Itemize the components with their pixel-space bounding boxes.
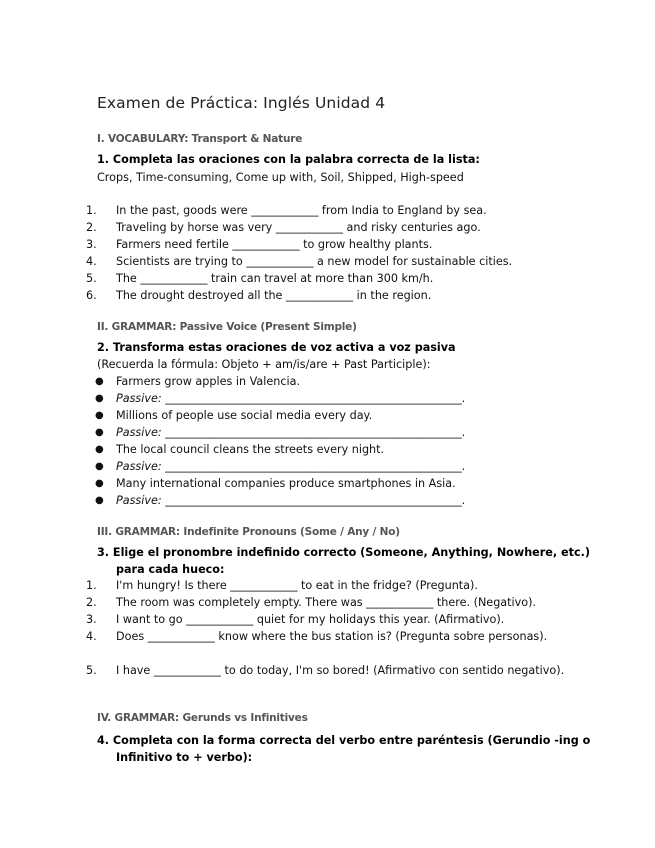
item-text: The room was completely empty. There was ____________ there. (Negativo). [116, 596, 537, 609]
bullet-icon: ● [95, 478, 104, 489]
page-title: Examen de Práctica: Inglés Unidad 4 [97, 94, 386, 112]
item-text: In the past, goods were ____________ from India to England by sea. [116, 204, 487, 217]
bullet-icon: ● [95, 376, 104, 387]
section-heading-vocabulary: I. VOCABULARY: Transport & Nature [97, 133, 303, 145]
bullet-icon: ● [95, 427, 104, 438]
passive-label: Passive: [116, 494, 162, 507]
item-number: 1. [86, 204, 97, 217]
bullet-icon: ● [95, 461, 104, 472]
item-text: Does ____________ know where the bus station is? (Pregunta sobre personas). [116, 630, 548, 643]
bullet-icon: ● [95, 410, 104, 421]
item-number: 6. [86, 289, 97, 302]
section-heading-passive-voice: II. GRAMMAR: Passive Voice (Present Simple) [97, 321, 357, 333]
item-text: I have ____________ to do today, I'm so bored! (Afirmativo con sentido negativo). [116, 664, 565, 677]
question-4-instruction-cont: Infinitivo to + verbo): [116, 751, 253, 764]
bullet-icon: ● [95, 495, 104, 506]
active-sentence: The local council cleans the streets every night. [116, 443, 385, 456]
section-heading-indefinite-pronouns: III. GRAMMAR: Indefinite Pronouns (Some / Any / No) [97, 526, 400, 538]
blank-line: _____________________________________________________. [161, 494, 466, 507]
item-number: 5. [86, 272, 97, 285]
item-text: Traveling by horse was very ____________ and risky centuries ago. [116, 221, 481, 234]
item-text: Scientists are trying to ____________ a new model for sustainable cities. [116, 255, 513, 268]
active-sentence: Millions of people use social media every day. [116, 409, 373, 422]
question-2-formula: (Recuerda la fórmula: Objeto + am/is/are + Past Participle): [97, 358, 431, 371]
item-text: The ____________ train can travel at more than 300 km/h. [116, 272, 434, 285]
blank-line: _____________________________________________________. [161, 460, 466, 473]
question-2-instruction: 2. Transforma estas oraciones de voz activa a voz pasiva [97, 341, 456, 354]
item-text: I want to go ____________ quiet for my holidays this year. (Afirmativo). [116, 613, 505, 626]
passive-label: Passive: [116, 460, 162, 473]
bullet-icon: ● [95, 444, 104, 455]
item-number: 5. [86, 664, 97, 677]
item-number: 2. [86, 596, 97, 609]
item-number: 1. [86, 579, 97, 592]
question-1-instruction: 1. Completa las oraciones con la palabra correcta de la lista: [97, 153, 480, 166]
question-3-instruction: 3. Elige el pronombre indefinido correcto (Someone, Anything, Nowhere, etc.) [97, 546, 590, 559]
passive-label: Passive: [116, 426, 162, 439]
bullet-icon: ● [95, 393, 104, 404]
active-sentence: Farmers grow apples in Valencia. [116, 375, 301, 388]
item-text: I'm hungry! Is there ____________ to eat in the fridge? (Pregunta). [116, 579, 478, 592]
passive-answer-line [116, 424, 586, 441]
question-1-wordlist: Crops, Time-consuming, Come up with, Soil, Shipped, High-speed [97, 171, 464, 184]
section-heading-gerunds: IV. GRAMMAR: Gerunds vs Infinitives [97, 712, 308, 724]
item-number: 3. [86, 613, 97, 626]
passive-answer-line [116, 390, 586, 407]
item-text: Farmers need fertile ____________ to grow healthy plants. [116, 238, 433, 251]
passive-answer-line [116, 458, 586, 475]
passive-answer-line [116, 492, 586, 509]
question-3-instruction-cont: para cada hueco: [116, 563, 225, 576]
item-number: 4. [86, 255, 97, 268]
question-4-instruction: 4. Completa con la forma correcta del verbo entre paréntesis (Gerundio -ing o [97, 734, 591, 747]
item-number: 4. [86, 630, 97, 643]
active-sentence: Many international companies produce smartphones in Asia. [116, 477, 456, 490]
item-number: 2. [86, 221, 97, 234]
item-text: The drought destroyed all the ____________ in the region. [116, 289, 432, 302]
item-number: 3. [86, 238, 97, 251]
passive-label: Passive: [116, 392, 162, 405]
blank-line: _____________________________________________________. [161, 426, 466, 439]
blank-line: _____________________________________________________. [161, 392, 466, 405]
